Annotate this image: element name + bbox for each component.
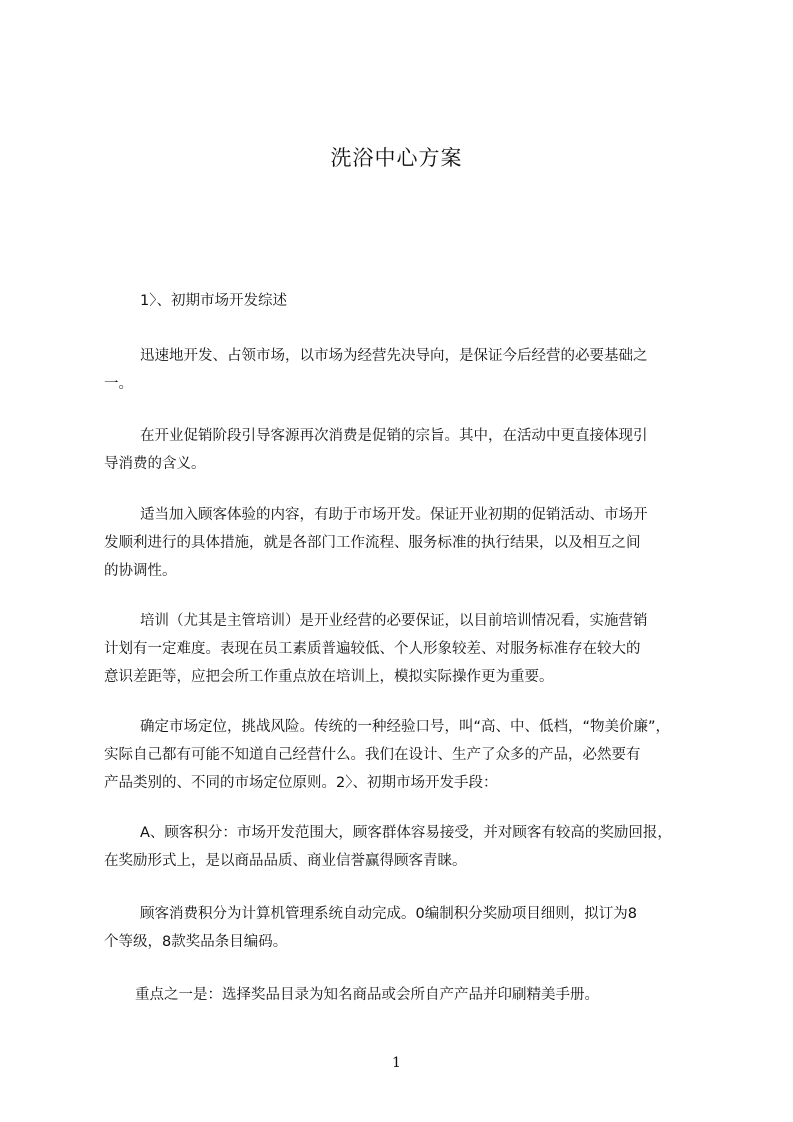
paragraph-line: 发顺利进行的具体措施，就是各部门工作流程、服务标准的执行结果，以及相互之间	[104, 535, 641, 551]
paragraph-training	[104, 607, 704, 691]
paragraph-line: A、顾客积分：市场开发范围大，顾客群体容易接受，并对顾客有较高的奖励回报，	[140, 825, 672, 841]
paragraph-customer-points	[104, 819, 704, 875]
paragraph-section-heading-1	[104, 287, 704, 315]
page-number: 1	[392, 1055, 401, 1071]
paragraph-line: 一。	[104, 376, 133, 392]
paragraph-customer-experience	[104, 501, 704, 585]
paragraph-line: 实际自己都有可能不知道自己经营什么。我们在设计、生产了众多的产品，必然要有	[104, 747, 641, 763]
paragraph-line: 顾客消费积分为计算机管理系统自动完成。0编制积分奖励项目细则，拟订为8	[140, 906, 637, 922]
paragraph-line: 在开业促销阶段引导客源再次消费是促销的宗旨。其中，在活动中更直接体现引	[140, 428, 648, 444]
paragraph-market-positioning	[104, 713, 704, 797]
paragraph-line: 培训（尤其是主管培训）是开业经营的必要保证，以目前培训情况看，实施营销	[140, 613, 648, 629]
paragraph-line: 适当加入顾客体验的内容，有助于市场开发。保证开业初期的促销活动、市场开	[140, 507, 648, 523]
paragraph-line: 意识差距等，应把会所工作重点放在培训上，模拟实际操作更为重要。	[104, 669, 554, 685]
paragraph-line: 的协调性。	[104, 563, 177, 579]
paragraph-key-point	[104, 981, 704, 1009]
paragraph-line: 导消费的含义。	[104, 456, 206, 472]
document-title: 洗浴中心方案	[330, 146, 463, 170]
paragraph-market-overview	[104, 342, 704, 398]
paragraph-line: 在奖励形式上，是以商品品质、商业信誉赢得顾客青睐。	[104, 853, 467, 869]
paragraph-line: 个等级，8款奖品条目编码。	[104, 934, 288, 950]
paragraph-line: 产品类别的、不同的市场定位原则。2〉、初期市场开发手段：	[104, 775, 498, 791]
paragraph-promotion	[104, 422, 704, 478]
paragraph-line: 计划有一定难度。表现在员工素质普遍较低、个人形象较差、对服务标准存在较大的	[104, 641, 641, 657]
paragraph-line: 迅速地开发、占领市场，以市场为经营先决导向，是保证今后经营的必要基础之	[140, 348, 648, 364]
paragraph-line: 重点之一是：选择奖品目录为知名商品或会所自产产品并印刷精美手册。	[135, 987, 599, 1003]
paragraph-line: 1〉、初期市场开发综述	[140, 293, 287, 309]
paragraph-points-system	[104, 900, 704, 956]
paragraph-line: 确定市场定位，挑战风险。传统的一种经验口号，叫“高、中、低档，“物美价廉”，	[140, 719, 671, 735]
